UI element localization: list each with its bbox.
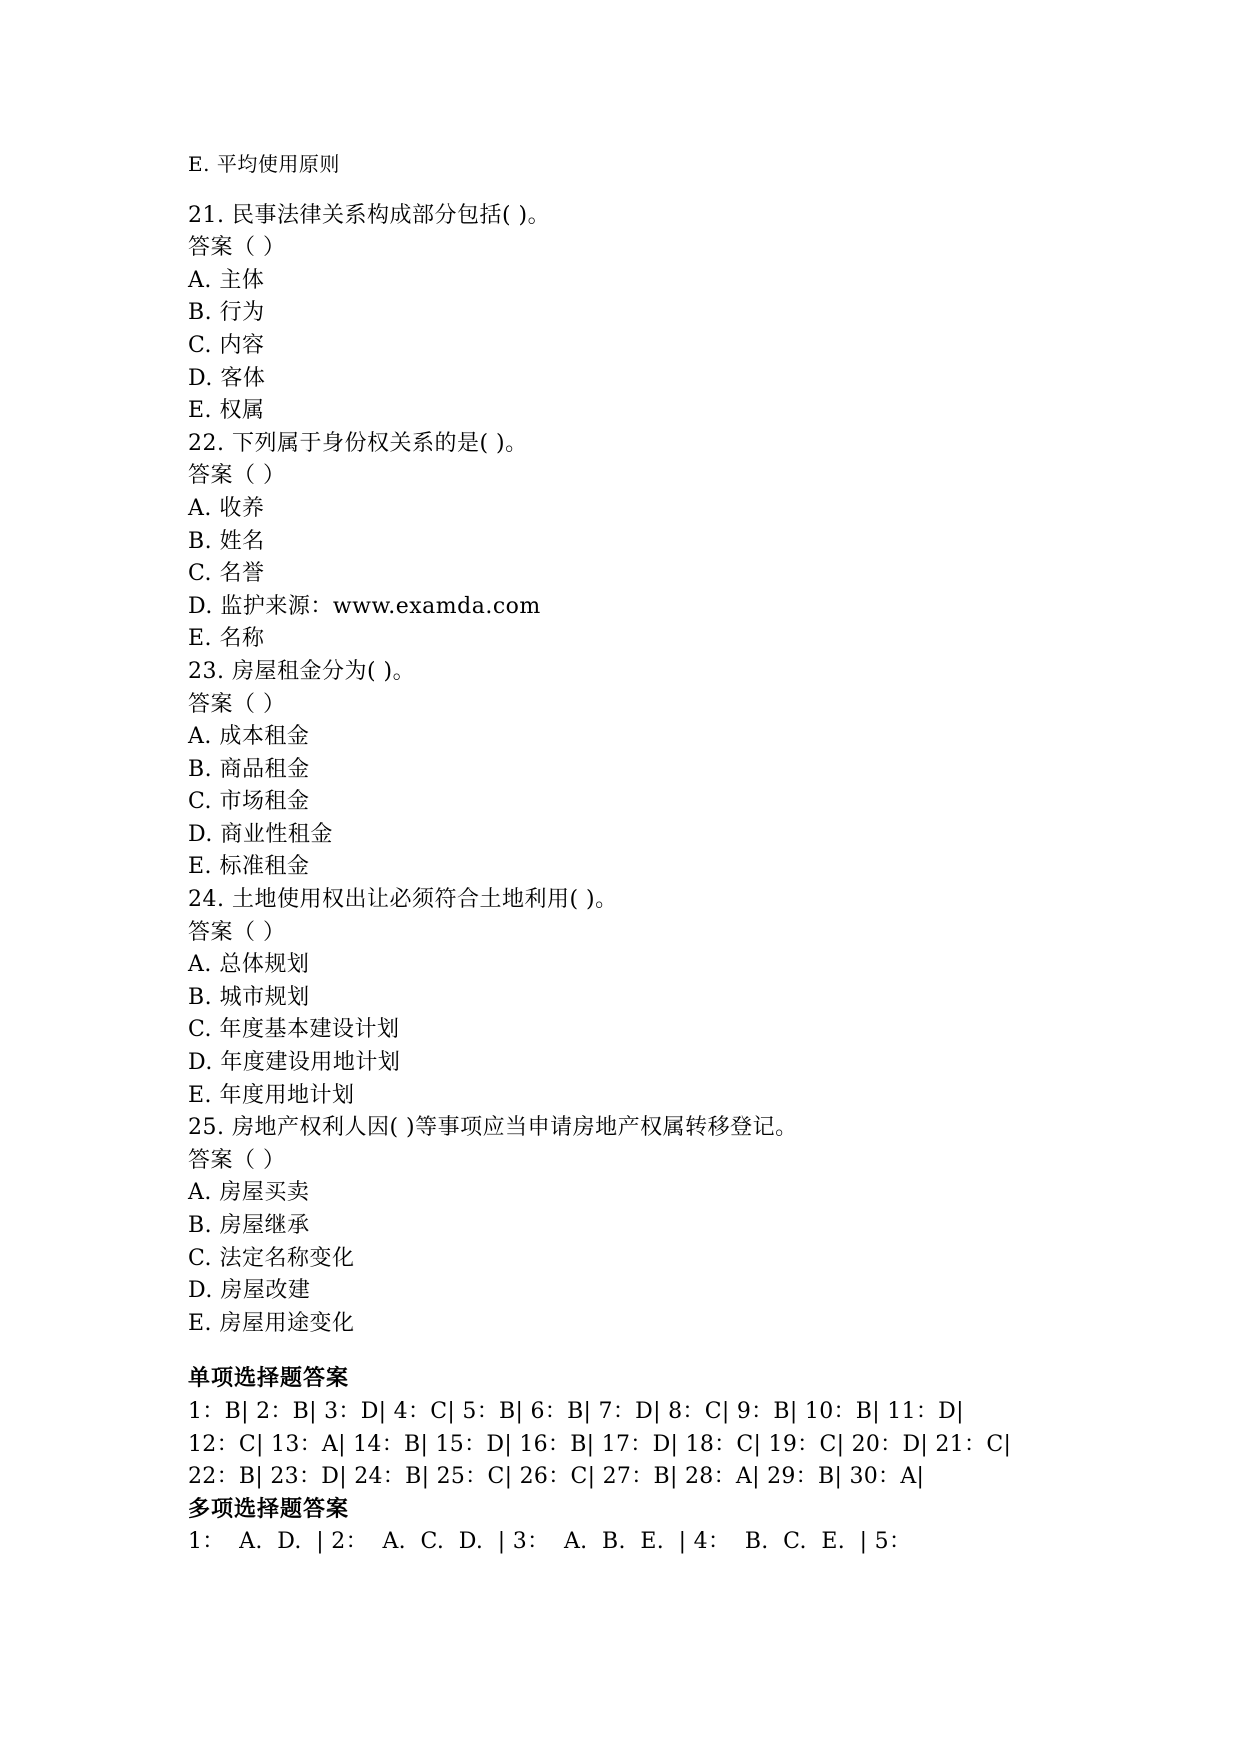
question-24 — [188, 884, 1088, 1112]
option-b: B. 商品租金 — [188, 756, 310, 782]
answer-placeholder: 答案（ ） — [188, 919, 286, 945]
question-25 — [188, 1112, 1088, 1340]
option-a: A. 成本租金 — [188, 724, 310, 750]
option-b: B. 房屋继承 — [188, 1213, 310, 1238]
option-c: C. 法定名称变化 — [188, 1245, 355, 1271]
option-e: E. 权属 — [188, 398, 265, 424]
option-e: E. 标准租金 — [188, 854, 310, 880]
document-page — [188, 148, 1088, 1559]
question-23 — [188, 656, 1088, 884]
question-stem: 21. 民事法律关系构成部分包括( )。 — [188, 202, 551, 228]
question-21 — [188, 200, 1088, 428]
option-c: C. 市场租金 — [188, 789, 310, 815]
option-c: C. 内容 — [188, 332, 265, 358]
option-d: D. 商业性租金 — [188, 821, 333, 847]
option-b: B. 行为 — [188, 300, 265, 326]
option-e: E. 年度用地计划 — [188, 1082, 355, 1108]
answer-placeholder: 答案（ ） — [188, 463, 286, 489]
option-d: D. 房屋改建 — [188, 1278, 311, 1304]
answer-key-line: 1：B| 2：B| 3：D| 4：C| 5：B| 6：B| 7：D| 8：C| 9：B| 10：B| 11：D| — [188, 1398, 964, 1424]
option-b: B. 姓名 — [188, 528, 265, 554]
answer-placeholder: 答案（ ） — [188, 235, 286, 261]
answer-key-line: 12：C| 13：A| 14：B| 15：D| 16：B| 17：D| 18：C| 19：C| 20：D| 21：C| — [188, 1431, 1012, 1457]
option-e: E. 房屋用途变化 — [188, 1310, 355, 1336]
question-22 — [188, 428, 1088, 656]
previous-option-e: E. 平均使用原则 — [188, 152, 340, 176]
question-stem: 24. 土地使用权出让必须符合土地利用( )。 — [188, 887, 618, 913]
option-b: B. 城市规划 — [188, 984, 310, 1010]
option-d: D. 监护来源：www.examda.com — [188, 593, 541, 619]
spacer — [188, 1340, 1088, 1363]
option-a: A. 房屋买卖 — [188, 1180, 310, 1206]
spacer — [188, 181, 1088, 200]
answer-placeholder: 答案（ ） — [188, 1147, 286, 1173]
answer-placeholder: 答案（ ） — [188, 691, 286, 717]
option-c: C. 名誉 — [188, 561, 265, 587]
question-stem: 23. 房屋租金分为( )。 — [188, 658, 416, 684]
option-a: A. 总体规划 — [188, 952, 310, 978]
answer-key-line: 22：B| 23：D| 24：B| 25：C| 26：C| 27：B| 28：A| 29：B| 30：A| — [188, 1464, 925, 1490]
question-stem: 22. 下列属于身份权关系的是( )。 — [188, 430, 528, 456]
multi-choice-heading: 多项选择题答案 — [188, 1496, 350, 1522]
option-a: A. 主体 — [188, 267, 265, 293]
option-a: A. 收养 — [188, 495, 265, 521]
multi-choice-answers — [188, 1494, 1088, 1559]
single-choice-answers — [188, 1363, 1088, 1493]
answer-key-line: 1： A. D. | 2： A. C. D. | 3： A. B. E. | 4： B. C. E. | 5： — [188, 1529, 912, 1555]
option-c: C. 年度基本建设计划 — [188, 1017, 400, 1043]
option-d: D. 客体 — [188, 365, 266, 391]
option-e: E. 名称 — [188, 626, 265, 652]
single-choice-heading: 单项选择题答案 — [188, 1366, 350, 1392]
question-stem: 25. 房地产权利人因( )等事项应当申请房地产权属转移登记。 — [188, 1115, 798, 1141]
option-d: D. 年度建设用地计划 — [188, 1050, 401, 1076]
